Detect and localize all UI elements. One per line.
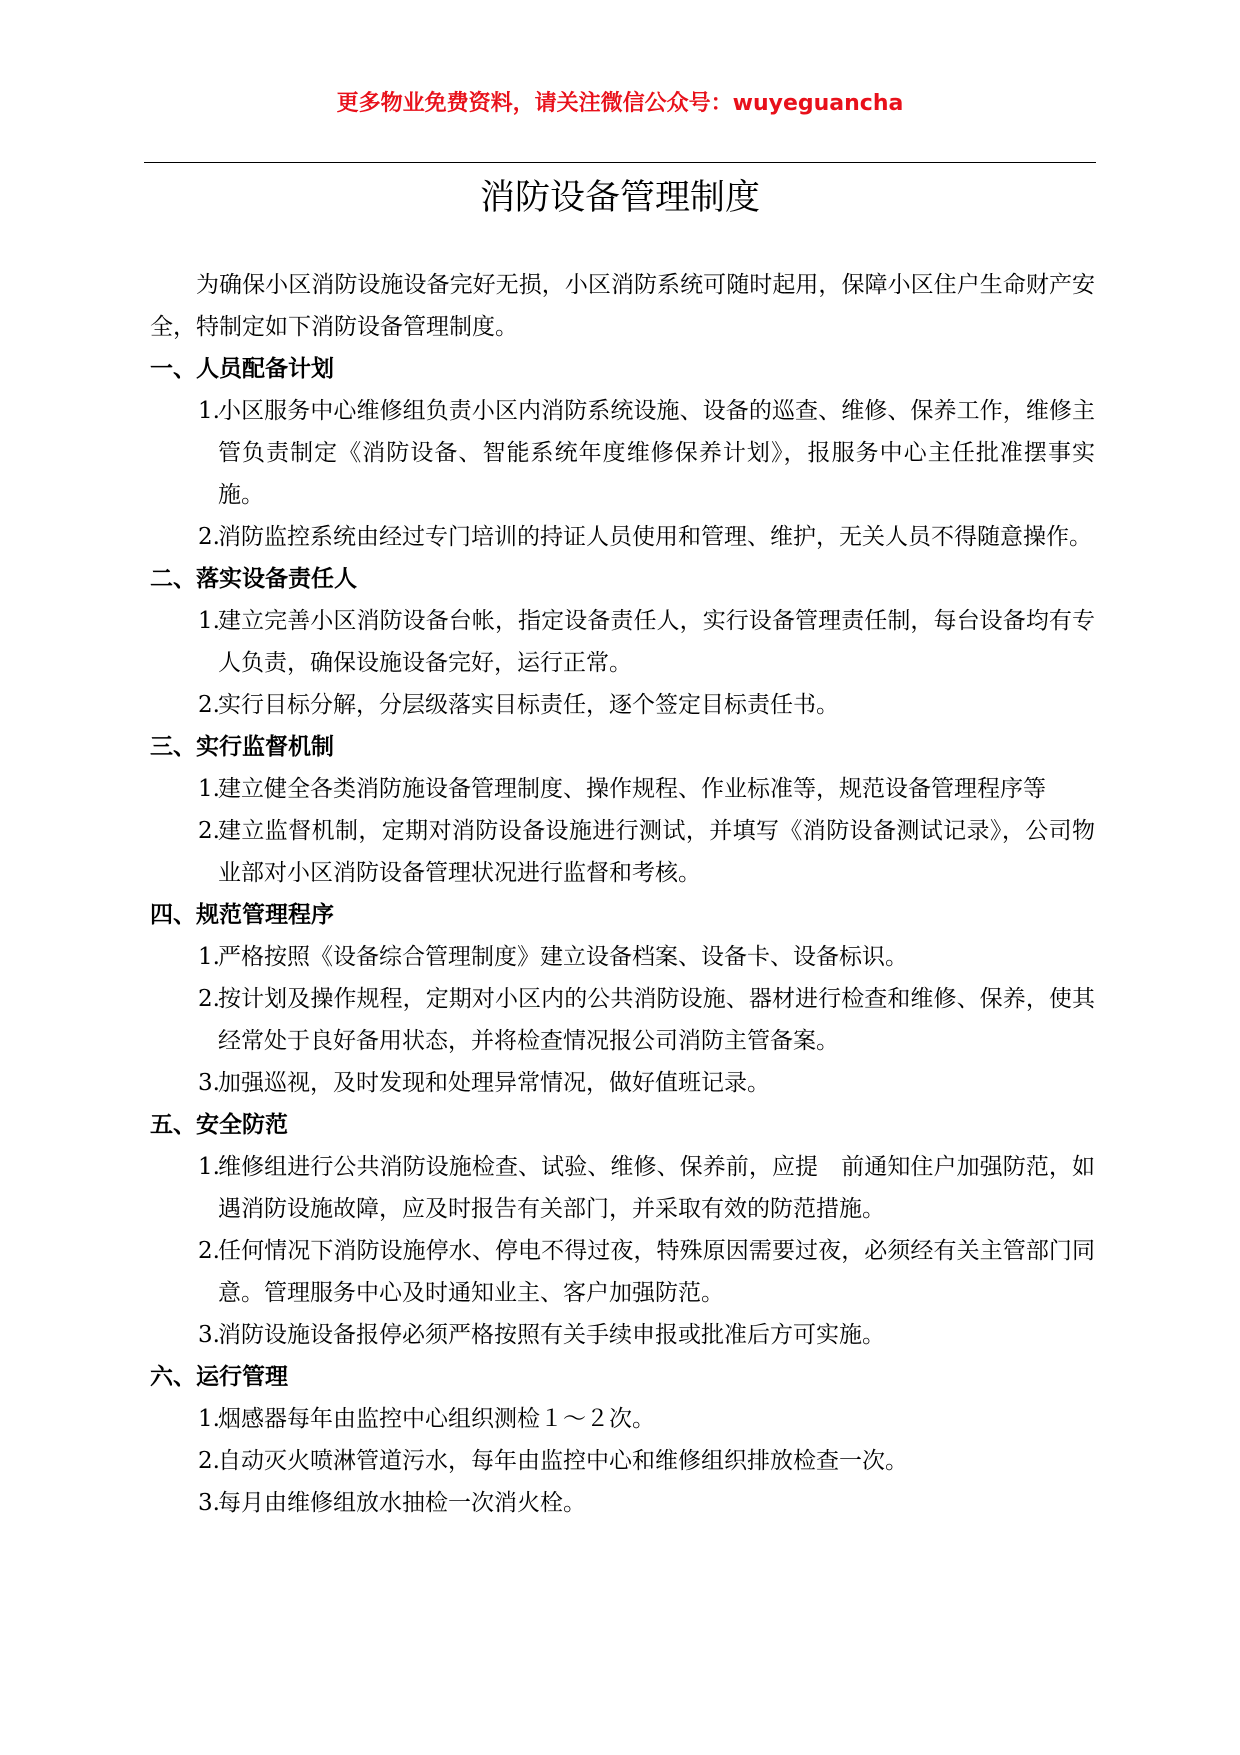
list-item-text: 实行目标分解，分层级落实目标责任，逐个签定目标责任书。 [218,692,839,718]
list-item [150,600,1095,684]
list-item-number: 2. [198,818,220,844]
section-item-list [150,390,1095,558]
section-heading: 六、运行管理 [150,1364,288,1390]
list-item [150,1440,1095,1482]
list-item [150,1230,1095,1314]
list-item-text: 建立健全各类消防施设备管理制度、操作规程、作业标准等，规范设备管理程序等 [218,776,1046,802]
list-item-text: 任何情况下消防设施停水、停电不得过夜，特殊原因需要过夜，必须经有关主管部门同意。管理服务中心及时通知业主、客户加强防范。 [218,1238,1095,1306]
list-item [150,768,1095,810]
list-item [150,978,1095,1062]
list-item-text: 消防监控系统由经过专门培训的持证人员使用和管理、维护，无关人员不得随意操作。 [218,524,1092,550]
list-item-text: 自动灭火喷淋管道污水，每年由监控中心和维修组织排放检查一次。 [218,1448,908,1474]
list-item [150,684,1095,726]
list-item-text: 建立完善小区消防设备台帐，指定设备责任人，实行设备管理责任制，每台设备均有专人负责，确保设施设备完好，运行正常。 [218,608,1095,676]
list-item-number: 2. [198,692,220,718]
header-note: 更多物业免费资料，请关注微信公众号：wuyeguancha [336,91,904,116]
list-item [150,1482,1095,1524]
list-item [150,1398,1095,1440]
header-divider [144,162,1096,163]
list-item-number: 2. [198,1238,220,1264]
list-item-text: 严格按照《设备综合管理制度》建立设备档案、设备卡、设备标识。 [218,944,908,970]
list-item-text: 建立监督机制，定期对消防设备设施进行测试，并填写《消防设备测试记录》，公司物业部对小区消防设备管理状况进行监督和考核。 [218,818,1095,886]
section-item-list [150,1146,1095,1356]
section-heading: 三、实行监督机制 [150,734,334,760]
document-body [150,264,1095,1524]
intro-paragraph: 为确保小区消防设施设备完好无损，小区消防系统可随时起用，保障小区住户生命财产安全，特制定如下消防设备管理制度。 [150,272,1095,340]
list-item-number: 3. [198,1490,220,1516]
list-item-number: 1. [198,944,220,970]
list-item-number: 1. [198,608,220,634]
list-item [150,1146,1095,1230]
section-heading: 二、落实设备责任人 [150,566,357,592]
list-item-text: 小区服务中心维修组负责小区内消防系统设施、设备的巡查、维修、保养工作，维修主管负责制定《消防设备、智能系统年度维修保养计划》，报服务中心主任批准摆事实施。 [218,398,1095,508]
list-item-text: 按计划及操作规程，定期对小区内的公共消防设施、器材进行检查和维修、保养，使其经常处于良好备用状态，并将检查情况报公司消防主管备案。 [218,986,1095,1054]
list-item-text: 维修组进行公共消防设施检查、试验、维修、保养前，应提 前通知住户加强防范，如遇消防设施故障，应及时报告有关部门，并采取有效的防范措施。 [218,1154,1095,1222]
list-item-number: 2. [198,1448,220,1474]
list-item [150,516,1095,558]
list-item-number: 1. [198,398,220,424]
section-heading: 四、规范管理程序 [150,902,334,928]
document-title: 消防设备管理制度 [479,178,760,218]
section-item-list [150,600,1095,726]
list-item-text: 烟感器每年由监控中心组织测检１～２次。 [218,1406,655,1432]
list-item-number: 1. [198,1406,220,1432]
list-item-number: 1. [198,1154,220,1180]
section-item-list [150,936,1095,1104]
list-item-number: 1. [198,776,220,802]
list-item [150,810,1095,894]
list-item [150,390,1095,516]
list-item-number: 3. [198,1070,220,1096]
list-item-number: 2. [198,524,220,550]
list-item [150,1062,1095,1104]
list-item [150,1314,1095,1356]
list-item-number: 2. [198,986,220,1012]
list-item-text: 消防设施设备报停必须严格按照有关手续申报或批准后方可实施。 [218,1322,885,1348]
sections-container [150,348,1095,1524]
list-item-text: 每月由维修组放水抽检一次消火栓。 [218,1490,586,1516]
list-item-text: 加强巡视，及时发现和处理异常情况，做好值班记录。 [218,1070,770,1096]
section-item-list [150,768,1095,894]
list-item [150,936,1095,978]
section-heading: 五、安全防范 [150,1112,288,1138]
section-heading: 一、人员配备计划 [150,356,334,382]
section-item-list [150,1398,1095,1524]
list-item-number: 3. [198,1322,220,1348]
